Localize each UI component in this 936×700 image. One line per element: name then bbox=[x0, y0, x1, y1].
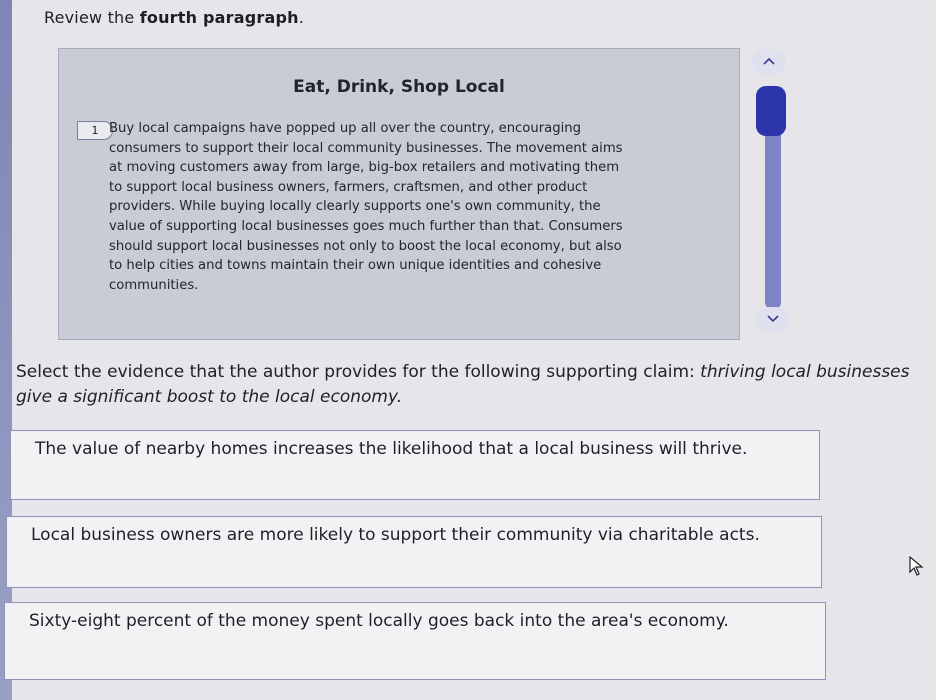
instruction bbox=[44, 8, 304, 27]
chevron-up-icon bbox=[762, 54, 776, 70]
question-prompt bbox=[16, 360, 921, 410]
paragraph-line: providers. While buying locally clearly supports one's own community, the bbox=[109, 199, 601, 215]
answer-choice-3[interactable] bbox=[4, 602, 826, 680]
scroll-down-button[interactable] bbox=[756, 307, 790, 333]
mouse-pointer-icon bbox=[908, 556, 926, 576]
paragraph-line: to support local business owners, farmers, craftsmen, and other product bbox=[109, 179, 588, 195]
paragraph-line: value of supporting local businesses goes much further than that. Consumers bbox=[109, 218, 623, 234]
answer-choice-label: Sixty-eight percent of the money spent locally goes back into the area's economy. bbox=[29, 611, 729, 631]
scrollbar-thumb[interactable] bbox=[756, 86, 786, 136]
chevron-down-icon bbox=[766, 312, 780, 328]
answer-choice-label: Local business owners are more likely to support their community via charitable acts. bbox=[31, 525, 760, 545]
question-claim: thriving local businesses give a significant boost to the local economy. bbox=[16, 362, 910, 407]
left-edge-strip bbox=[0, 0, 12, 700]
paragraph-text bbox=[109, 119, 704, 295]
answer-choice-label: The value of nearby homes increases the likelihood that a local business will thrive. bbox=[35, 439, 748, 459]
paragraph-line: consumers to support their local community businesses. The movement aims bbox=[109, 140, 623, 156]
paragraph-number-badge: 1 bbox=[77, 121, 113, 140]
paragraph-line: to help cities and towns maintain their own unique identities and cohesive bbox=[109, 258, 602, 274]
instruction-suffix: . bbox=[298, 8, 304, 27]
paragraph-line: communities. bbox=[109, 277, 199, 293]
passage-title: Eat, Drink, Shop Local bbox=[293, 77, 505, 97]
paragraph-line: should support local businesses not only to boost the local economy, but also bbox=[109, 238, 622, 254]
paragraph-line: Buy local campaigns have popped up all over the country, encouraging bbox=[109, 121, 582, 136]
instruction-emphasis: fourth paragraph bbox=[139, 8, 299, 27]
question-prefix: Select the evidence that the author provides for the following supporting claim: bbox=[16, 362, 701, 382]
passage-panel[interactable] bbox=[58, 48, 740, 340]
answer-choice-1[interactable] bbox=[10, 430, 820, 500]
paragraph-line: at moving customers away from large, big-box retailers and motivating them bbox=[109, 160, 620, 176]
scroll-up-button[interactable] bbox=[752, 49, 786, 75]
answer-choice-2[interactable] bbox=[6, 516, 822, 588]
instruction-prefix: Review the bbox=[44, 8, 140, 27]
